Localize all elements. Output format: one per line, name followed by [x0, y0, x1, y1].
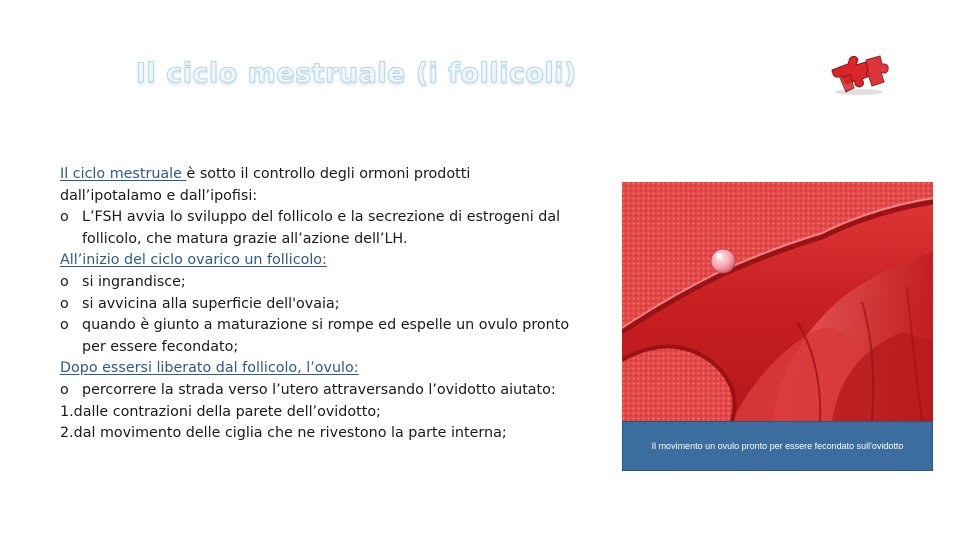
numbered-item: 1.dalle contrazioni della parete dell’ovidotto;	[60, 403, 381, 420]
section-heading	[60, 358, 600, 380]
slide-title: Il ciclo mestruale (i follicoli)	[136, 58, 577, 89]
body-line: dall’ipotalamo e dall’ipofisi:	[60, 187, 258, 204]
bullet-continuation: per essere fecondato;	[82, 338, 239, 355]
oviduct-illustration	[622, 182, 933, 421]
section-heading-link[interactable]: All’inizio del ciclo ovarico un follicolo:	[60, 252, 327, 269]
bullet-marker: o	[60, 209, 69, 226]
puzzle-pieces-icon	[826, 50, 892, 96]
topic-link[interactable]: Il ciclo mestruale	[60, 166, 187, 182]
bullet-continuation: follicolo, che matura grazie all’azione dell’LH.	[82, 230, 408, 247]
bullet-item: o si avvicina alla superficie dell'ovaia;	[60, 294, 600, 316]
bullet-marker: o	[60, 295, 69, 312]
numbered-item: 2.dal movimento delle ciglia che ne rivestono la parte interna;	[60, 425, 507, 442]
bullet-item: o L’FSH avvia lo sviluppo del follicolo e la secrezione di estrogeni dal	[60, 207, 600, 229]
slide-body	[60, 164, 600, 445]
bullet-marker: o	[60, 317, 69, 334]
bullet-item: o si ingrandisce;	[60, 272, 600, 294]
bullet-item: o quando è giunto a maturazione si rompe ed espelle un ovulo pronto	[60, 315, 600, 337]
bullet-marker: o	[60, 381, 69, 398]
section-heading-link[interactable]: Dopo essersi liberato dal follicolo, l’ovulo:	[60, 360, 359, 377]
section-heading	[60, 250, 600, 272]
bullet-marker: o	[60, 273, 69, 290]
body-line: Il ciclo mestruale è sotto il controllo degli ormoni prodotti	[60, 166, 471, 182]
bullet-item: o percorrere la strada verso l’utero attraversando l’ovidotto aiutato:	[60, 380, 600, 402]
image-caption: Il movimento un ovulo pronto per essere fecondato sull'ovidotto	[622, 421, 933, 471]
